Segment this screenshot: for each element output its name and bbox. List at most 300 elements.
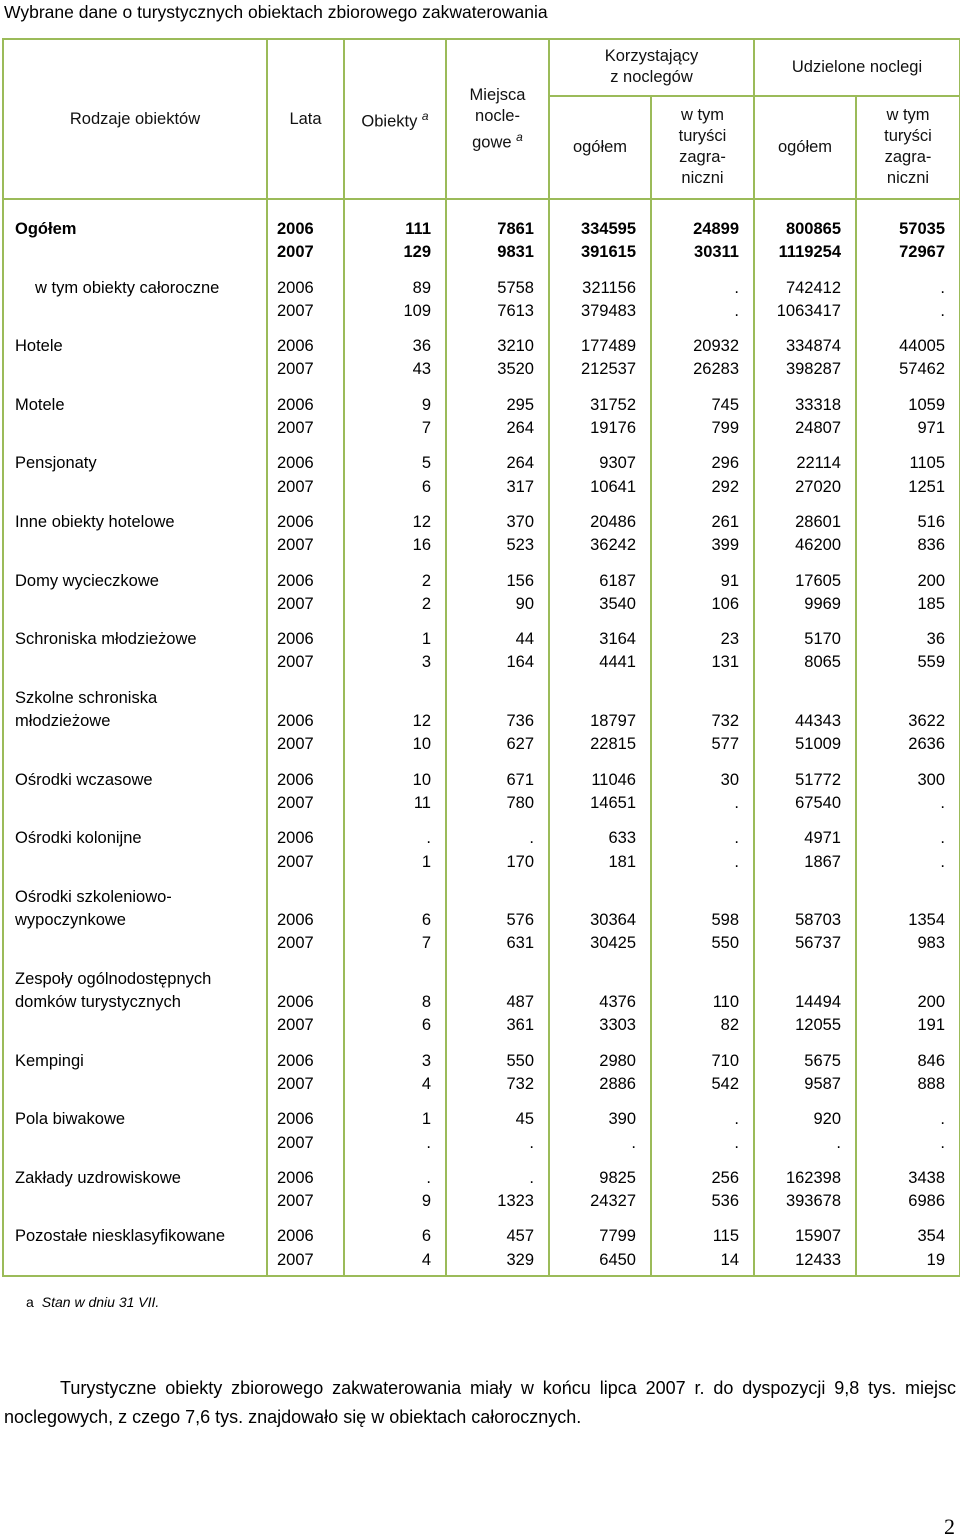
cell-value: . (734, 793, 739, 812)
cell-value: 51009 (795, 735, 841, 754)
cell-value: 2007 (277, 301, 314, 320)
cell-value: 58703 (795, 911, 841, 930)
cell-value: 9831 (497, 243, 534, 262)
cell-value: 212537 (580, 360, 636, 379)
cell-noclegi-ogolem (754, 1225, 856, 1276)
cell-value: 15907 (795, 1227, 841, 1246)
cell-value: 2636 (908, 735, 946, 754)
row-label-line: Inne obiekty hotelowe (15, 512, 175, 531)
cell-miejsca (446, 968, 549, 1050)
cell-value: 2006 (277, 454, 314, 473)
cell-korzystajacy-zagr (651, 335, 754, 394)
cell-obiekty (344, 968, 446, 1050)
cell-year (267, 886, 344, 968)
cell-noclegi-ogolem (754, 769, 856, 828)
row-label-line: Domy wycieczkowe (15, 571, 159, 590)
table-row (3, 570, 960, 629)
cell-korzystajacy-ogolem (549, 218, 651, 277)
cell-value: 6 (421, 477, 431, 496)
cell-value: 23 (720, 630, 739, 649)
header-lata: Lata (267, 39, 344, 199)
cell-value: 12 (412, 512, 431, 531)
table-row (3, 277, 960, 336)
cell-value: 111 (405, 220, 431, 238)
cell-value: 3520 (497, 360, 534, 379)
row-label (3, 687, 267, 769)
cell-value: 4441 (599, 653, 636, 672)
cell-value: 3303 (599, 1016, 636, 1035)
cell-value: 7799 (599, 1227, 636, 1246)
cell-year (267, 1108, 344, 1167)
cell-value: 10641 (590, 477, 636, 496)
row-label-line: domków turystycznych (15, 993, 181, 1012)
cell-value: 2006 (277, 770, 314, 789)
cell-obiekty (344, 1050, 446, 1109)
cell-noclegi-ogolem (754, 1167, 856, 1226)
cell-value: 300 (917, 770, 946, 789)
cell-value: 51772 (795, 770, 841, 789)
cell-value: 9969 (804, 594, 841, 613)
cell-value: 2007 (277, 477, 314, 496)
cell-value: 67540 (795, 793, 841, 812)
cell-obiekty (344, 394, 446, 453)
cell-year (267, 277, 344, 336)
row-label-line: Hotele (15, 337, 63, 356)
cell-value: . (529, 829, 534, 848)
cell-value: 1 (421, 1110, 431, 1129)
cell-korzystajacy-ogolem (549, 769, 651, 828)
row-label (3, 1167, 267, 1226)
cell-value: 317 (506, 477, 534, 496)
cell-korzystajacy-ogolem (549, 335, 651, 394)
cell-value: . (940, 1133, 946, 1152)
cell-noclegi-zagr (856, 218, 960, 277)
blank-line (277, 687, 343, 710)
cell-noclegi-zagr (856, 335, 960, 394)
cell-value: 106 (711, 594, 739, 613)
row-label (3, 511, 267, 570)
cell-miejsca (446, 687, 549, 769)
cell-value: 90 (515, 594, 534, 613)
cell-year (267, 394, 344, 453)
table-row (3, 1050, 960, 1109)
cell-value: 576 (506, 911, 534, 930)
cell-value: 550 (711, 934, 739, 953)
cell-noclegi-ogolem (754, 687, 856, 769)
cell-obiekty (344, 886, 446, 968)
table-body (3, 199, 960, 1276)
table-row (3, 968, 960, 1050)
cell-value: 2007 (277, 653, 314, 672)
cell-year (267, 570, 344, 629)
header-korz-ogolem: ogółem (549, 96, 651, 199)
accommodation-table (2, 38, 960, 1277)
cell-value: 19176 (590, 419, 636, 438)
cell-value: 671 (506, 770, 534, 789)
cell-value: 115 (712, 1227, 739, 1246)
cell-value: . (631, 1133, 636, 1152)
cell-value: 31752 (590, 395, 636, 414)
cell-value: 5 (421, 454, 431, 473)
cell-korzystajacy-ogolem (549, 687, 651, 769)
cell-value: 888 (917, 1074, 946, 1093)
blank-line (447, 687, 534, 710)
cell-obiekty (344, 628, 446, 687)
row-label (3, 827, 267, 886)
cell-korzystajacy-zagr (651, 1225, 754, 1276)
cell-value: . (940, 793, 946, 812)
cell-value: 6986 (908, 1192, 946, 1211)
cell-korzystajacy-zagr (651, 769, 754, 828)
cell-korzystajacy-ogolem (549, 570, 651, 629)
cell-value: 33318 (795, 395, 841, 414)
row-label-line: Kempingi (15, 1051, 84, 1070)
cell-miejsca (446, 570, 549, 629)
cell-value: 19 (926, 1250, 946, 1269)
cell-obiekty (344, 335, 446, 394)
cell-korzystajacy-ogolem (549, 827, 651, 886)
cell-korzystajacy-ogolem (549, 1225, 651, 1276)
cell-obiekty (344, 218, 446, 277)
header-nocl-ogolem: ogółem (754, 96, 856, 199)
cell-value: 24807 (795, 419, 841, 438)
cell-korzystajacy-zagr (651, 1050, 754, 1109)
cell-value: 91 (720, 571, 739, 590)
table-row (3, 628, 960, 687)
cell-value: 2006 (277, 712, 314, 731)
cell-value: . (529, 1133, 534, 1152)
row-label-line: Pola biwakowe (15, 1110, 126, 1129)
cell-value: 732 (506, 1074, 534, 1093)
row-label-line: Pozostałe niesklasyfikowane (15, 1227, 226, 1246)
cell-obiekty (344, 277, 446, 336)
cell-value: 10 (412, 735, 431, 754)
cell-korzystajacy-ogolem (549, 1167, 651, 1226)
row-label (3, 394, 267, 453)
cell-noclegi-zagr (856, 394, 960, 453)
cell-value: 4 (421, 1250, 431, 1269)
cell-korzystajacy-ogolem (549, 1108, 651, 1167)
cell-value: 321156 (582, 278, 636, 297)
cell-value: 334595 (580, 220, 636, 238)
cell-value: 559 (917, 653, 946, 672)
cell-noclegi-ogolem (754, 511, 856, 570)
cell-value: 2006 (277, 395, 314, 414)
blank-line (277, 968, 343, 991)
table-row (3, 394, 960, 453)
blank-line (345, 968, 431, 991)
blank-line (550, 886, 636, 909)
cell-value: 399 (711, 536, 739, 555)
blank-line (652, 968, 739, 991)
cell-korzystajacy-zagr (651, 687, 754, 769)
blank-line (447, 886, 534, 909)
footnote: a Stan w dniu 31 VII. (26, 1294, 160, 1310)
cell-value: 3210 (497, 337, 534, 356)
table-row (3, 1167, 960, 1226)
cell-noclegi-ogolem (754, 886, 856, 968)
cell-value: 89 (412, 278, 431, 297)
cell-value: . (940, 301, 946, 320)
cell-value: 1 (421, 852, 431, 871)
table-row (3, 1108, 960, 1167)
cell-value: 185 (917, 594, 946, 613)
cell-value: 1 (421, 630, 431, 649)
cell-value: 780 (506, 793, 534, 812)
cell-value: 6 (421, 1016, 431, 1035)
row-label (3, 277, 267, 336)
cell-value: 536 (711, 1192, 739, 1211)
cell-noclegi-zagr (856, 1225, 960, 1276)
cell-value: 18797 (590, 712, 636, 731)
cell-value: 27020 (795, 477, 841, 496)
cell-value: 7 (421, 934, 431, 953)
cell-value: 2007 (277, 360, 314, 379)
cell-value: 354 (917, 1227, 946, 1246)
cell-value: 4376 (599, 993, 636, 1012)
cell-year (267, 769, 344, 828)
cell-miejsca (446, 218, 549, 277)
cell-noclegi-zagr (856, 968, 960, 1050)
cell-value: 12 (412, 712, 431, 731)
cell-noclegi-zagr (856, 687, 960, 769)
cell-value: 627 (506, 735, 534, 754)
row-label (3, 218, 267, 277)
cell-obiekty (344, 1167, 446, 1226)
blank-line (857, 886, 945, 909)
cell-korzystajacy-zagr (651, 452, 754, 511)
row-label-line: Zakłady uzdrowiskowe (15, 1168, 181, 1187)
cell-value: 1354 (908, 911, 946, 930)
cell-korzystajacy-zagr (651, 628, 754, 687)
cell-value: 2006 (277, 1051, 314, 1070)
cell-noclegi-zagr (856, 827, 960, 886)
cell-year (267, 511, 344, 570)
cell-value: 1105 (909, 454, 946, 473)
cell-value: 22114 (796, 454, 841, 473)
cell-korzystajacy-ogolem (549, 886, 651, 968)
cell-value: 6450 (599, 1250, 636, 1269)
cell-value: 920 (813, 1110, 841, 1129)
cell-noclegi-ogolem (754, 628, 856, 687)
cell-value: 393678 (785, 1192, 841, 1211)
row-label (3, 1108, 267, 1167)
cell-value: 523 (506, 536, 534, 555)
cell-value: 292 (711, 477, 739, 496)
cell-noclegi-zagr (856, 277, 960, 336)
table-row (3, 335, 960, 394)
row-label (3, 968, 267, 1050)
row-label-line: Ośrodki kolonijne (15, 829, 142, 848)
cell-value: 43 (412, 360, 431, 379)
cell-noclegi-zagr (856, 628, 960, 687)
blank-line (755, 687, 841, 710)
cell-value: . (836, 1133, 841, 1152)
cell-value: 7 (421, 419, 431, 438)
cell-value: 3164 (599, 630, 636, 649)
table-row (3, 218, 960, 277)
cell-noclegi-zagr (856, 1050, 960, 1109)
cell-korzystajacy-zagr (651, 886, 754, 968)
row-label (3, 335, 267, 394)
cell-value: 971 (917, 419, 946, 438)
cell-value: 296 (711, 454, 739, 473)
cell-value: . (426, 829, 431, 848)
cell-value: 5675 (804, 1051, 841, 1070)
blank-line (857, 687, 945, 710)
cell-korzystajacy-zagr (651, 511, 754, 570)
cell-korzystajacy-zagr (651, 1108, 754, 1167)
cell-value: 129 (403, 243, 431, 262)
cell-miejsca (446, 452, 549, 511)
cell-value: 1059 (908, 395, 946, 414)
table-row (3, 886, 960, 968)
header-rodzaje: Rodzaje obiektów (3, 39, 267, 199)
blank-line (755, 968, 841, 991)
cell-value: 846 (917, 1051, 946, 1070)
header-nocl-zagr: w tym turyści zagra- niczni (856, 96, 960, 199)
cell-korzystajacy-zagr (651, 570, 754, 629)
header-korz-zagr: w tym turyści zagra- niczni (651, 96, 754, 199)
cell-value: 12433 (795, 1250, 841, 1269)
cell-value: 2006 (277, 1110, 314, 1129)
cell-value: 633 (608, 829, 636, 848)
cell-value: 24327 (590, 1192, 636, 1211)
cell-year (267, 1050, 344, 1109)
cell-value: 2007 (277, 934, 314, 953)
cell-value: 22815 (590, 735, 636, 754)
cell-value: 256 (711, 1168, 739, 1187)
header-korzystajacy: Korzystający z noclegów (549, 39, 754, 96)
cell-value: 72967 (899, 243, 946, 262)
cell-miejsca (446, 1050, 549, 1109)
cell-value: 4971 (804, 829, 841, 848)
cell-value: 379483 (580, 301, 636, 320)
cell-miejsca (446, 1108, 549, 1167)
cell-value: 261 (711, 512, 739, 531)
cell-value: 46200 (795, 536, 841, 555)
cell-value: 8065 (804, 653, 841, 672)
cell-noclegi-zagr (856, 769, 960, 828)
cell-korzystajacy-zagr (651, 968, 754, 1050)
cell-value: 2006 (277, 630, 314, 649)
cell-noclegi-ogolem (754, 394, 856, 453)
cell-noclegi-ogolem (754, 1108, 856, 1167)
cell-value: 177489 (580, 337, 636, 356)
cell-value: 45 (515, 1110, 534, 1129)
cell-value: 14 (720, 1250, 739, 1269)
cell-value: 2006 (277, 220, 314, 238)
cell-value: 1323 (497, 1192, 534, 1211)
cell-value: 6 (421, 1227, 431, 1246)
cell-obiekty (344, 452, 446, 511)
cell-year (267, 1225, 344, 1276)
cell-value: 983 (917, 934, 946, 953)
cell-miejsca (446, 277, 549, 336)
cell-miejsca (446, 1167, 549, 1226)
cell-noclegi-ogolem (754, 218, 856, 277)
cell-value: 732 (711, 712, 739, 731)
cell-value: 9 (421, 395, 431, 414)
cell-value: 8 (421, 993, 431, 1012)
cell-miejsca (446, 394, 549, 453)
cell-noclegi-ogolem (754, 452, 856, 511)
cell-value: 4 (421, 1074, 431, 1093)
cell-value: 110 (712, 993, 739, 1012)
cell-obiekty (344, 827, 446, 886)
cell-noclegi-ogolem (754, 827, 856, 886)
cell-obiekty (344, 570, 446, 629)
cell-value: . (734, 1133, 739, 1152)
cell-value: 2007 (277, 536, 314, 555)
cell-value: 2006 (277, 993, 314, 1012)
cell-value: 295 (506, 395, 534, 414)
cell-value: 156 (506, 571, 534, 590)
cell-miejsca (446, 886, 549, 968)
cell-noclegi-zagr (856, 1108, 960, 1167)
blank-line (345, 687, 431, 710)
cell-value: 200 (917, 571, 946, 590)
cell-value: 2007 (277, 793, 314, 812)
cell-year (267, 827, 344, 886)
summary-paragraph: Turystyczne obiekty zbiorowego zakwaterowania miały w końcu lipca 2007 r. do dyspozycji 9,8 tys. miejsc noclegowych, z czego 7,6 tys. znajdowało się w obiektach całorocznych. (4, 1378, 956, 1427)
cell-value: 11046 (591, 770, 636, 789)
cell-noclegi-ogolem (754, 335, 856, 394)
cell-year (267, 452, 344, 511)
cell-value: 2006 (277, 278, 314, 297)
cell-korzystajacy-ogolem (549, 968, 651, 1050)
cell-value: . (734, 301, 739, 320)
row-label-line: Ośrodki wczasowe (15, 770, 153, 789)
cell-miejsca (446, 769, 549, 828)
cell-korzystajacy-zagr (651, 1167, 754, 1226)
cell-value: 2007 (277, 594, 314, 613)
cell-value: 2007 (277, 735, 314, 754)
cell-value: 799 (711, 419, 739, 438)
cell-value: 391615 (580, 243, 636, 262)
cell-value: 736 (506, 712, 534, 731)
cell-noclegi-zagr (856, 1167, 960, 1226)
cell-value: 3622 (908, 712, 946, 731)
cell-value: 11 (413, 793, 431, 812)
cell-value: 36 (412, 337, 431, 356)
table-spacer (3, 199, 960, 218)
cell-value: 2006 (277, 337, 314, 356)
cell-noclegi-zagr (856, 511, 960, 570)
blank-line (755, 886, 841, 909)
cell-obiekty (344, 769, 446, 828)
cell-value: 2886 (599, 1074, 636, 1093)
cell-noclegi-ogolem (754, 1050, 856, 1109)
table-row (3, 1225, 960, 1276)
cell-value: 329 (506, 1250, 534, 1269)
header-udzielone: Udzielone noclegi (754, 39, 960, 96)
cell-value: 191 (917, 1016, 946, 1035)
cell-value: 2007 (277, 1074, 314, 1093)
cell-value: 170 (506, 852, 534, 871)
cell-year (267, 1167, 344, 1226)
cell-obiekty (344, 687, 446, 769)
cell-value: 2007 (277, 1133, 314, 1152)
cell-value: 200 (917, 993, 946, 1012)
cell-value: 17605 (795, 571, 841, 590)
row-label (3, 628, 267, 687)
cell-obiekty (344, 1108, 446, 1167)
cell-value: 2007 (277, 852, 314, 871)
table-row (3, 769, 960, 828)
cell-value: 44005 (899, 337, 946, 356)
cell-obiekty (344, 1225, 446, 1276)
